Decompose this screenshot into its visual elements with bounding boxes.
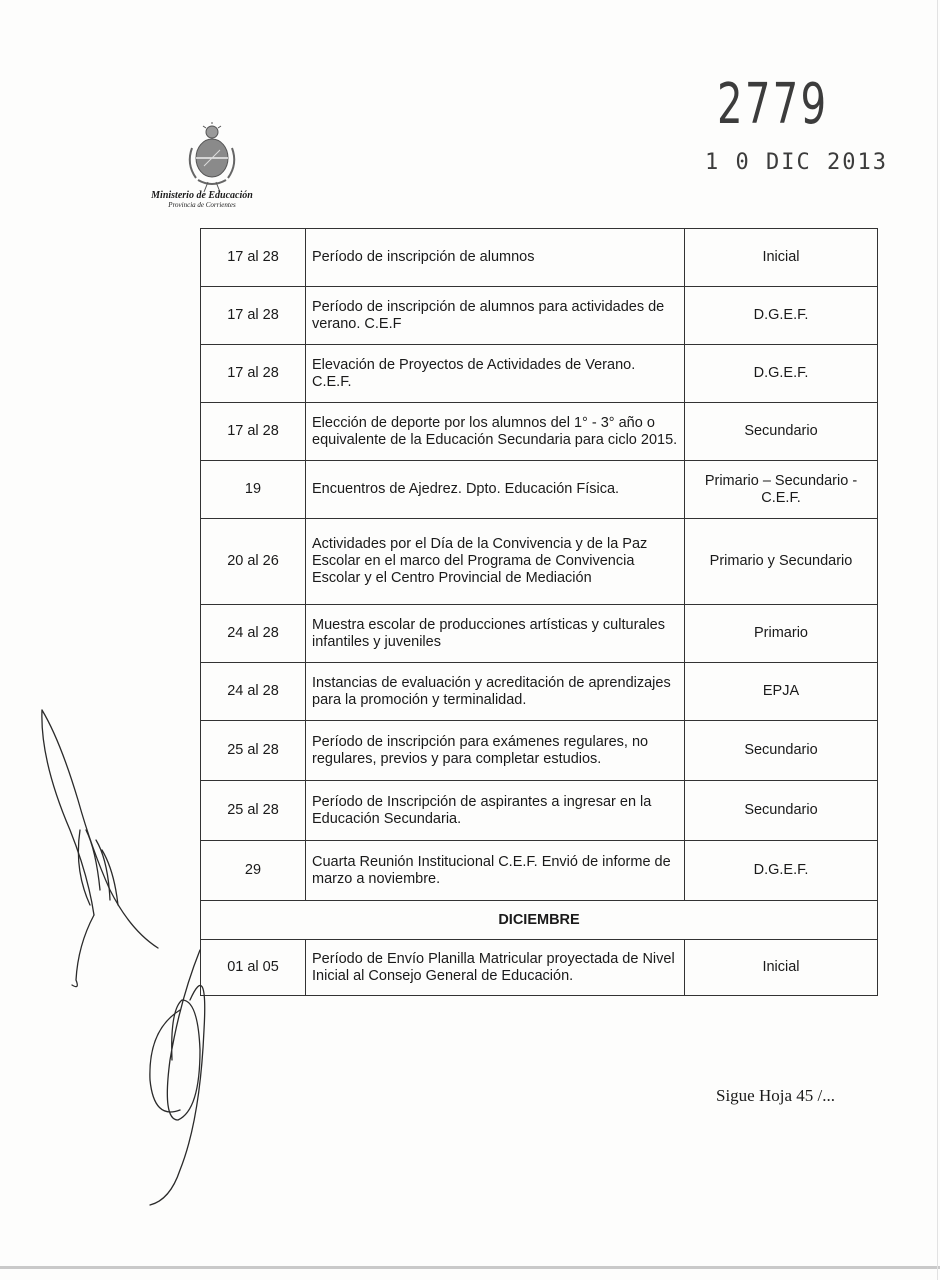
table-row — [201, 403, 878, 461]
ministry-name: Ministerio de Educación — [151, 190, 253, 201]
activity-cell: Período de Inscripción de aspirantes a ingresar en la Educación Secundaria. — [306, 781, 685, 841]
table-row — [201, 229, 878, 287]
date-cell: 17 al 28 — [201, 403, 306, 461]
level-cell: Primario – Secundario - C.E.F. — [685, 461, 878, 519]
date-cell: 29 — [201, 841, 306, 901]
date-cell: 17 al 28 — [201, 345, 306, 403]
table-row — [201, 345, 878, 403]
activity-cell: Elección de deporte por los alumnos del 1° - 3° año o equivalente de la Educación Secundaria para ciclo 2015. — [306, 403, 685, 461]
table-row — [201, 461, 878, 519]
section-row — [201, 901, 878, 940]
activity-cell: Período de inscripción para exámenes regulares, no regulares, previos y para completar estudios. — [306, 721, 685, 781]
date-cell: 01 al 05 — [201, 940, 306, 996]
level-cell: Inicial — [685, 229, 878, 287]
table-row — [201, 605, 878, 663]
schedule-table — [200, 228, 878, 996]
date-cell: 17 al 28 — [201, 287, 306, 345]
activity-cell: Instancias de evaluación y acreditación de aprendizajes para la promoción y terminalidad. — [306, 663, 685, 721]
date-stamp: 1 0 DIC 2013 — [705, 150, 888, 175]
level-cell: Secundario — [685, 721, 878, 781]
section-title: DICIEMBRE — [201, 901, 878, 940]
date-cell: 17 al 28 — [201, 229, 306, 287]
level-cell: EPJA — [685, 663, 878, 721]
date-cell: 25 al 28 — [201, 721, 306, 781]
activity-cell: Período de inscripción de alumnos para actividades de verano. C.E.F — [306, 287, 685, 345]
level-cell: Secundario — [685, 403, 878, 461]
page-edge-line — [0, 1266, 940, 1269]
table-row — [201, 940, 878, 996]
ministry-label — [132, 191, 272, 209]
schedule-table-body — [201, 229, 878, 996]
activity-cell: Período de inscripción de alumnos — [306, 229, 685, 287]
date-cell: 24 al 28 — [201, 663, 306, 721]
table-row — [201, 287, 878, 345]
activity-cell: Muestra escolar de producciones artísticas y culturales infantiles y juveniles — [306, 605, 685, 663]
handwritten-signature — [30, 700, 230, 1220]
level-cell: D.G.E.F. — [685, 287, 878, 345]
table-row — [201, 663, 878, 721]
level-cell: Primario — [685, 605, 878, 663]
level-cell: D.G.E.F. — [685, 841, 878, 901]
date-cell: 19 — [201, 461, 306, 519]
date-cell: 20 al 26 — [201, 519, 306, 605]
page-edge-line-right — [937, 0, 938, 1280]
level-cell: D.G.E.F. — [685, 345, 878, 403]
table-row — [201, 841, 878, 901]
activity-cell: Encuentros de Ajedrez. Dpto. Educación Física. — [306, 461, 685, 519]
activity-cell: Cuarta Reunión Institucional C.E.F. Envió de informe de marzo a noviembre. — [306, 841, 685, 901]
date-cell: 24 al 28 — [201, 605, 306, 663]
activity-cell: Elevación de Proyectos de Actividades de Verano. C.E.F. — [306, 345, 685, 403]
level-cell: Primario y Secundario — [685, 519, 878, 605]
coat-of-arms-icon — [182, 122, 242, 194]
table-row — [201, 519, 878, 605]
continuation-note: Sigue Hoja 45 /... — [716, 1086, 835, 1105]
level-cell: Secundario — [685, 781, 878, 841]
table-row — [201, 781, 878, 841]
activity-cell: Actividades por el Día de la Convivencia y de la Paz Escolar en el marco del Programa de Convivencia Escolar y el Centro Provincial de Mediación — [306, 519, 685, 605]
date-cell: 25 al 28 — [201, 781, 306, 841]
level-cell: Inicial — [685, 940, 878, 996]
province-name: Provincia de Corrientes — [168, 200, 236, 209]
resolution-number-stamp: 2779 — [717, 72, 829, 137]
activity-cell: Período de Envío Planilla Matricular proyectada de Nivel Inicial al Consejo General de Educación. — [306, 940, 685, 996]
table-row — [201, 721, 878, 781]
